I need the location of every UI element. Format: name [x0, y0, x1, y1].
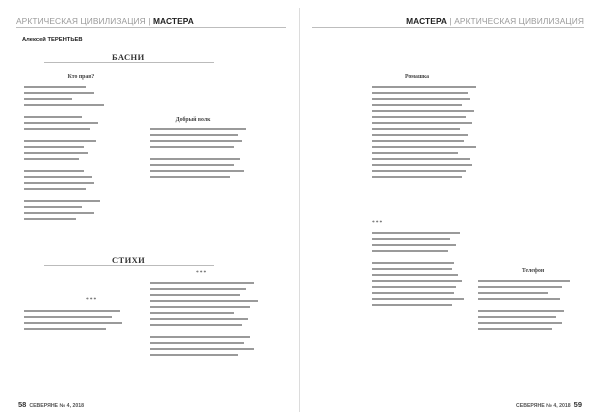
poem-title-telefon: Телефон — [521, 268, 545, 274]
poem-title-dobryi-volk: Добрый волк — [175, 117, 211, 123]
header-right-section: МАСТЕРА — [406, 16, 448, 26]
poem-kto-prav-text — [24, 86, 110, 224]
header-left-main: АРКТИЧЕСКАЯ ЦИВИЛИЗАЦИЯ — [16, 16, 146, 26]
page-number-left-block — [18, 400, 87, 409]
header-right-main: АРКТИЧЕСКАЯ ЦИВИЛИЗАЦИЯ — [454, 16, 584, 26]
section-rule-basni — [44, 62, 214, 63]
poem-stars-b-text — [150, 282, 270, 360]
poem-title-kto-prav: Кто прав? — [67, 74, 95, 80]
poem-stars-c-text — [372, 232, 482, 310]
header-rule-right — [312, 27, 584, 28]
section-rule-stihi — [44, 265, 214, 266]
page-gutter — [299, 8, 300, 412]
header-left-section: МАСТЕРА — [152, 16, 194, 26]
section-title-stihi: СТИХИ — [112, 255, 146, 265]
page-number-right: 59 — [573, 400, 582, 409]
issue-label-right: СЕВЕРЯНЕ № 4, 2018 — [516, 403, 571, 409]
poem-stars-title-b: *** — [196, 270, 208, 276]
poem-dobryi-volk-text — [150, 128, 260, 182]
header-right-separator: | — [447, 16, 455, 26]
running-header-left — [16, 16, 194, 26]
poem-stars-title-a: *** — [86, 297, 98, 303]
poem-stars-a-text — [24, 310, 136, 334]
poem-stars-title-c: *** — [372, 220, 384, 226]
page-number-right-block — [513, 400, 582, 409]
page-number-left: 58 — [18, 400, 27, 409]
running-header-right — [406, 16, 584, 26]
poem-telefon-text — [478, 280, 582, 334]
poem-title-romashka: Ромашка — [404, 74, 430, 80]
issue-label-left: СЕВЕРЯНЕ № 4, 2018 — [29, 403, 84, 409]
author-name: Алексей ТЕРЕНТЬЕВ — [22, 37, 83, 43]
poem-romashka-text — [372, 86, 490, 182]
header-rule-left — [16, 27, 286, 28]
section-title-basni: БАСНИ — [112, 52, 145, 62]
header-left-separator: | — [145, 16, 153, 26]
